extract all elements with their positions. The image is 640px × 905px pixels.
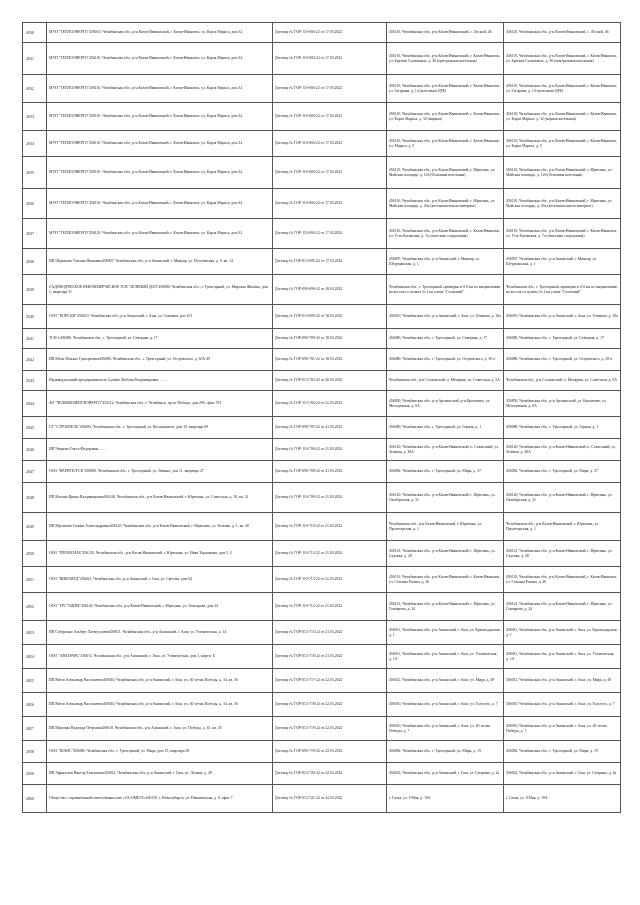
table-cell-number: 2033 xyxy=(23,103,47,131)
table-cell-organization: МУП "ТЕПЛОЭНЕРГО"456110, Челябинская обл., р-н Катав-Ивановский, г. Катав-Ивановск, ул. Карла Маркса, дом 32 xyxy=(47,131,273,157)
table-cell-organization: ООО "АВАТРАНС"456011, Челябинская обл., р-н Ашинский, г. Аша, ул. Ученическая, дом 1, корпус Б xyxy=(47,645,273,669)
table-cell-organization: ООО "ШАНС"456080, Челябинская обл., г. Трехгорный, ул. Мира, дом 15, квартира 39 xyxy=(47,741,273,763)
table-cell-contract: Договор № ГОР-013-695-22 от 17.03.2022 xyxy=(273,249,387,275)
table-cell-number: 2057 xyxy=(23,717,47,741)
table-cell-address-connection: г. Сатка, ул. 9 Мая, д. 10А xyxy=(504,785,621,813)
table-cell-number: 2039 xyxy=(23,275,47,305)
table-cell-address-object: 456080, Челябинская обл., г. Трехгорный, ул. Горная, д. 1 xyxy=(387,417,504,439)
table-cell-number: 2035 xyxy=(23,157,47,189)
table-row xyxy=(23,669,621,693)
table-row xyxy=(23,621,621,645)
table-cell-organization: ООО "ВАРИТЕЛ-СК"456080, Челябинская обл., г. Трехгорный, ул. Ленина, дом 11, квартира 47 xyxy=(47,461,273,483)
table-cell-address-object: 456007, Челябинская обл., р-н Ашинский, г. Миньяр, ул. Штурманская, д. 1 xyxy=(387,249,504,275)
table-cell-address-object: 456080, Челябинская обл., г. Трехгорный, ул. Островского, д. 50-а xyxy=(387,349,504,371)
table-cell-organization: МУП "ТЕПЛОЭНЕРГО"456110, Челябинская обл., р-н Катав-Ивановский, г. Катав-Ивановск, ул. Карла Маркса, дом 32 xyxy=(47,219,273,249)
table-cell-address-connection: 456010, Челябинская обл., р-н Ашинский, г. Аша, ул. Озимова, д. 10а xyxy=(504,305,621,329)
table-cell-address-object: 456080, Челябинская обл., г. Трехгорный, ул. Северная, д. 17 xyxy=(387,329,504,349)
table-cell-address-object: 456120, Челябинская обл., р-н Катав-Ивановский, п. Совхозный, ул. Зелёная, д. 36А xyxy=(387,439,504,461)
table-cell-address-connection: 456011, Челябинская обл., р-н Ашинский, г. Аша, ул. Ученическая, д. 1А xyxy=(504,645,621,669)
table-row xyxy=(23,23,621,43)
table-row xyxy=(23,483,621,513)
table-cell-address-connection: 456022, Челябинская обл., р-н Ашинский, г. Сим, ул. Гагарина, д. 2а xyxy=(504,763,621,785)
table-cell-number: 2052 xyxy=(23,593,47,621)
table-cell-address-connection: 456850, Челябинская обл., р-н Аргаяшский, ул. Кропачево, ул. Молодежная, д. 6А xyxy=(504,391,621,417)
table-cell-contract: Договор № ГОР-013-715-22 от 21.03.2022 xyxy=(273,621,387,645)
table-cell-address-object: Челябинская обл., р-н Катав-Ивановский, г. Юрюзань, ул. Пролетарская, д. 1 xyxy=(387,513,504,541)
table-cell-number: 2041 xyxy=(23,329,47,349)
table-cell-number: 2060 xyxy=(23,785,47,813)
table-cell-address-connection: 456080, Челябинская обл., г. Трехгорный, ул. Северная, д. 17 xyxy=(504,329,621,349)
table-cell-number: 2037 xyxy=(23,219,47,249)
table-cell-organization: ИП Мехи Михаил Григорьевич456080, Челябинская обл., г. Трехгорный, ул. Островского, д. 65А 49 xyxy=(47,349,273,371)
table-cell-number: 2045 xyxy=(23,417,47,439)
table-cell-number: 2051 xyxy=(23,567,47,593)
table-cell-number: 2055 xyxy=(23,669,47,693)
table-row xyxy=(23,103,621,131)
table-cell-address-connection: 456110, Челябинская обл., р-н Катав-Ивановский, с. Лесной, 46 xyxy=(504,23,621,43)
table-cell-contract: Договор № ГОР-090-708-22 от 21.03.2022 xyxy=(273,461,387,483)
table-cell-contract: Договор № ГОР-110-694-22 от 17.03.2022 xyxy=(273,131,387,157)
table-cell-organization: ИП Рябов Александр Васильевич456010, Челябинская обл., р-н Ашинский, г. Аша, ул. 40-летия Победы, д. 34, кв. 56 xyxy=(47,669,273,693)
table-cell-address-object: 456121, Челябинская обл., р-н Катав-Ивановский, г. Юрюзань, ул. Садовая, д. 28 xyxy=(387,541,504,567)
table-cell-number: 2049 xyxy=(23,513,47,541)
table-cell-address-connection: Челябинская обл., р-н Катав-Ивановский, г. Юрюзань, ул. Пролетарская, д. 1 xyxy=(504,513,621,541)
table-cell-organization: САДОВОДЧЕСКОЕ НЕКОММЕРЧЕСКОЕ ТСН "ЗЕЛЕНЫЙ ДОЛ"456080, Челябинская обл., г. Трехгорный, ул. Мирская Жилина, дом 1, квартира 31 xyxy=(47,275,273,305)
table-cell-address-connection: 456011, Челябинская обл., р-н Ашинский, г. Аша, ул. Краснодарская, д. 1 xyxy=(504,621,621,645)
table-cell-organization: МУП "ТЕПЛОЭНЕРГО"456110, Челябинская обл., р-н Катав-Ивановский, г. Катав-Ивановск, ул. Карла Маркса, дом 32 xyxy=(47,189,273,219)
table-row xyxy=(23,305,621,329)
table-cell-address-object: 456012, Челябинская обл., р-н Ашинский, г. Аша, ул. Мира, д. 49 xyxy=(387,669,504,693)
table-cell-organization: Индивидуальный предприниматель Сычёва Любовь Владимировна......... xyxy=(47,371,273,391)
table-cell-contract: Договор № ГОР-113-704-22 от 21.03.2022 xyxy=(273,391,387,417)
table-cell-address-object: 456110, Челябинская обл., р-н Катав-Ивановский, г. Катав-Ивановск, ул. Усть-Катавская, д. 7а (очистные сооружения) xyxy=(387,219,504,249)
table-cell-organization: ИП Сабуренко Альберт Хатмуллович456011, Челябинская обл., р-н Ашинский, г. Аша, ул. Ученическая, д. 14 xyxy=(47,621,273,645)
table-cell-address-object: 456850, Челябинская обл., р-н Аргаяшский, р-н Кропачево, ул. Молодежная, д. 6А xyxy=(387,391,504,417)
table-cell-contract: Договор № ГОР-090-705-22 от 21.03.2022 xyxy=(273,417,387,439)
table-cell-organization: ИП Юрганова Галина Александровна456120, Челябинская обл., р-н Катав-Ивановский, г. Юрюзань, ул. Зелёная, д. 1, кв. 40 xyxy=(47,513,273,541)
table-row xyxy=(23,741,621,763)
table-cell-address-object: 456010, Челябинская обл., р-н Ашинский, г. Аша, ул. 40-летия Победы, д. 7 xyxy=(387,717,504,741)
table-cell-number: 2054 xyxy=(23,645,47,669)
table-cell-number: 2031 xyxy=(23,43,47,75)
table-cell-address-object: 456010, Челябинская обл., р-н Ашинский, г. Аша, ул. Озимова, д. 10а xyxy=(387,305,504,329)
table-cell-contract: Договор № ГОР-110-694-22 от 17.03.2022 xyxy=(273,43,387,75)
table-cell-contract: Договор № ГОР-110-714-22 от 21.03.2022 xyxy=(273,593,387,621)
table-row xyxy=(23,763,621,785)
register-body xyxy=(23,23,621,813)
table-cell-address-object: 456110, Челябинская обл., р-н Катав-Ивановский, г. Юрюзань, ул. Майская площадь, д. 126 (Основная котельная) xyxy=(387,157,504,189)
table-cell-address-connection: 456110, Челябинская обл., р-н Катав-Ивановский, г. Катав-Ивановск, ул. Усть-Катавская, д. 7а (очистные сооружения) xyxy=(504,219,621,249)
table-cell-address-object: 456120, Челябинская обл., р-н Катав-Ивановский, г. Юрюзань, ул. Октябрьская, д. 31 xyxy=(387,483,504,513)
contracts-register-table xyxy=(22,22,621,813)
table-row xyxy=(23,439,621,461)
table-cell-address-object: 456082, Челябинская обл., г. Трехгорный, ул. Мира, д. 37 xyxy=(387,461,504,483)
table-cell-number: 2030 xyxy=(23,23,47,43)
table-cell-address-object: 456121, Челябинская обл., р-н Катав-Ивановский, г. Юрюзань, ул. Гончарова, д. 24 xyxy=(387,593,504,621)
table-cell-address-object: г. Сатка, ул. 9 Мая, д. 10А xyxy=(387,785,504,813)
table-row xyxy=(23,189,621,219)
table-cell-address-connection: 456012, Челябинская обл., р-н Ашинский, г. Аша, ул. Мира, д. 49 xyxy=(504,669,621,693)
table-cell-number: 2048 xyxy=(23,483,47,513)
table-cell-contract: Договор № ГОР-110-712-22 от 21.03.2022 xyxy=(273,541,387,567)
table-cell-organization: ИП Юрковая Надежда Петровна456010, Челябинская обл., р-н Ашинский, г. Аша, ул. Победы, д. 35, кв. 35 xyxy=(47,717,273,741)
table-cell-address-object: 456011, Челябинская обл., р-н Ашинский, г. Аша, ул. Краснодарская, д. 1 xyxy=(387,621,504,645)
table-cell-number: 2046 xyxy=(23,439,47,461)
table-cell-contract: Договор № ГОР-110-694-22 от 17.03.2022 xyxy=(273,189,387,219)
table-cell-address-connection: 456110, Челябинская обл., р-н Катав-Ивановский, г. Юрюзань, ул. Майская площадь, д. 2бк (котельная школа-интернат) xyxy=(504,189,621,219)
table-cell-contract: Договор № ГОР-090-700-22 от 18.03.2022 xyxy=(273,329,387,349)
table-cell-address-connection: Челябинская обл., р-н Сосновский, п. Мещеряк, ул. Советская, д. 5А xyxy=(504,371,621,391)
table-cell-organization: МУП "ТЕПЛОЭНЕРГО"456110, Челябинская обл., р-н Катав-Ивановский, г. Катав-Ивановск, ул. Карла Маркса, дом 32 xyxy=(47,157,273,189)
table-cell-organization: ИП Чернова Ольга Фёдоровна....... xyxy=(47,439,273,461)
table-cell-contract: Договор № ГОР-110-713-22 от 21.03.2022 xyxy=(273,567,387,593)
table-row xyxy=(23,541,621,567)
table-cell-number: 2059 xyxy=(23,763,47,785)
table-cell-address-object: 456110, Челябинская обл., р-н Катав-Ивановский, г. Юрюзань, ул. Майская площадь, д. 2бк (котельная школа-интернат) xyxy=(387,189,504,219)
table-cell-address-connection: Челябинская обл., г. Трехгорный, примерно в 0,8 км по направлению на восток от пункта № 2 на улице "Сосновый" xyxy=(504,275,621,305)
table-cell-contract: Договор № ГОР-110-694-22 от 17.03.2022 xyxy=(273,219,387,249)
table-cell-address-connection: 456110, Челябинская обл., р-н Катав-Ивановский, г. Катав-Ивановск, ул. Братьев Сулимовых, д. 36 (центральная котельная) xyxy=(504,43,621,75)
table-cell-number: 2044 xyxy=(23,391,47,417)
table-row xyxy=(23,417,621,439)
table-cell-address-object: 456011, Челябинская обл., р-н Ашинский, г. Аша, ул. Ученическая, д. 1А xyxy=(387,645,504,669)
table-row xyxy=(23,329,621,349)
table-cell-number: 2040 xyxy=(23,305,47,329)
table-cell-address-object: 456110, Челябинская обл., р-н Катав-Ивановский, г. Катав-Ивановск, ул. Маркса, д. 5 xyxy=(387,131,504,157)
table-cell-contract: Договор № ГОР-090-696-22 от 18.03.2022 xyxy=(273,275,387,305)
table-cell-organization: МУП "ТЕПЛОЭНЕРГО"456110, Челябинская обл., р-н Катав-Ивановский, г. Катав-Ивановск, ул. Карла Маркса, дом 32 xyxy=(47,75,273,103)
table-cell-address-connection: 456121, Челябинская обл., р-н Катав-Ивановский, г. Юрюзань, ул. Гончарова, д. 24 xyxy=(504,593,621,621)
table-cell-contract: Договор № ГОР-013-721-22 от 22.03.2022 xyxy=(273,785,387,813)
table-row xyxy=(23,75,621,103)
table-cell-number: 2042 xyxy=(23,349,47,371)
table-cell-address-object: 456022, Челябинская обл., р-н Ашинский, г. Сим, ул. Гагарина, д. 2а xyxy=(387,763,504,785)
table-cell-contract: Договор № ГОР-013-703-22 от 20.03.2022 xyxy=(273,371,387,391)
table-cell-contract: Договор № ГОР-013-716-22 от 21.03.2022 xyxy=(273,645,387,669)
table-cell-contract: Договор № ГОР-013-718-22 от 22.03.2022 xyxy=(273,693,387,717)
table-cell-contract: Договор № ГОР-013-717-22 от 22.03.2022 xyxy=(273,669,387,693)
table-cell-address-connection: 456010, Челябинская обл., р-н Ашинский, г. Аша, ул. Толстого, д. 7 xyxy=(504,693,621,717)
table-cell-organization: ИП Шарапова Татьяна Ивановна456007, Челябинская обл., р-н Ашинский, г. Миньяр, ул. Пугачевская, д. 9, кв. 14 xyxy=(47,249,273,275)
table-cell-number: 2050 xyxy=(23,541,47,567)
table-cell-address-connection: 456080, Челябинская обл., г. Трехгорный, ул. Островского, д. 50-а xyxy=(504,349,621,371)
table-row xyxy=(23,567,621,593)
table-cell-address-object: 456110, Челябинская обл., р-н Катав-Ивановский, г. Катав-Ивановск, ул. Гагарина, д. 14 (котельная ЦРБ) xyxy=(387,75,504,103)
table-cell-address-object: 456082, Челябинская обл., г. Трехгорный, ул. Мира, д. 19 xyxy=(387,741,504,763)
table-cell-address-object: Челябинская обл., р-н Сосновский, п. Мещеряк, ул. Советская, д. 5А xyxy=(387,371,504,391)
table-cell-organization: ИП Афанасьев Виктор Тихонович456021, Челябинская обл., р-н Ашинский, г. Сим, ул. Лучина, д. 49 xyxy=(47,763,273,785)
table-cell-address-object: 456010, Челябинская обл., р-н Ашинский, г. Аша, ул. Толстого, д. 7 xyxy=(387,693,504,717)
table-cell-contract: Договор № ГОР-110-709-22 от 21.03.2022 xyxy=(273,483,387,513)
table-cell-contract: Договор № ГОР-110-694-22 от 17.03.2022 xyxy=(273,157,387,189)
table-cell-contract: Договор № ГОР-110-694-22 от 17.03.2022 xyxy=(273,75,387,103)
table-cell-address-object: Челябинская обл., г. Трехгорный, примерно в 0,8 км по направлению на восток от пункта № 2 на улице "Сосновый" xyxy=(387,275,504,305)
table-cell-number: 2047 xyxy=(23,461,47,483)
table-cell-address-connection: 456080, Челябинская обл., г. Трехгорный, ул. Горная, д. 1 xyxy=(504,417,621,439)
table-row xyxy=(23,693,621,717)
table-row xyxy=(23,461,621,483)
table-row xyxy=(23,785,621,813)
table-cell-organization: ООО "ПРОМСНАБ"456120, Челябинская обл., р-н Катав-Ивановский, г. Юрюзань, ул. Иван Торжинова, дом 5, 3 xyxy=(47,541,273,567)
table-row xyxy=(23,513,621,541)
table-row xyxy=(23,391,621,417)
table-cell-address-connection: 456110, Челябинская обл., р-н Катав-Ивановский, г. Катав-Ивановск, ул. Степана Разина, д. 20 xyxy=(504,567,621,593)
table-cell-number: 2043 xyxy=(23,371,47,391)
table-row xyxy=(23,249,621,275)
table-cell-address-object: 456110, Челябинская обл., р-н Катав-Ивановский, г. Катав-Ивановск, ул. Братьев Сулимовых, д. 36 (центральная котельная) xyxy=(387,43,504,75)
table-row xyxy=(23,131,621,157)
table-cell-contract: Договор № ГОР-013-720-22 от 22.03.2022 xyxy=(273,763,387,785)
table-cell-organization: ООО "ГРС"ОДИМ"456120, Челябинская обл., р-н Катав-Ивановский, г. Юрюзань, ул. Гончарова, дом 24 xyxy=(47,593,273,621)
table-cell-number: 2036 xyxy=(23,189,47,219)
table-cell-contract: Договор № ГОР-090-719-22 от 22.03.2022 xyxy=(273,741,387,763)
table-cell-organization: ТСН-1456080, Челябинская обл., г. Трехгорный, ул. Северная, д. 17 xyxy=(47,329,273,349)
table-cell-organization: МУП "ТЕПЛОЭНЕРГО"456110, Челябинская обл., р-н Катав-Ивановский, г. Катав-Ивановск, ул. Карла Маркса, дом 32 xyxy=(47,103,273,131)
table-cell-organization: Общество с ограниченной ответственностью «СБ-ОМЕГА»630129, г. Новосибирск, ул. Никитинская, д. 8, офис 7 xyxy=(47,785,273,813)
table-cell-organization: ИП Рябов Александр Васильевич456010, Челябинская обл., р-н Ашинский, г. Аша, ул. 40-летия Победы, д. 34, кв. 56 xyxy=(47,693,273,717)
table-cell-address-object: 456110, Челябинская обл., р-н Катав-Ивановский, г. Катав-Ивановск, ул. Карла Маркса, д. 32 (мирная) xyxy=(387,103,504,131)
table-cell-address-connection: 456010, Челябинская обл., р-н Ашинский, г. Аша, ул. 40-летия Победы, д. 7 xyxy=(504,717,621,741)
table-cell-address-connection: 456120, Челябинская обл., р-н Катав-Ивановский, г. Юрюзань, ул. Октябрьская, д. 31 xyxy=(504,483,621,513)
table-cell-contract: Договор № ГОР-013-699-22 от 18.03.2022 xyxy=(273,305,387,329)
table-row xyxy=(23,43,621,75)
table-cell-organization: МУП "ТЕПЛОЭНЕРГО"456010, Челябинская обл., р-н Катав-Ивановский, г. Катав-Ивановск, ул. Карла Маркса, дом 32 xyxy=(47,23,273,43)
table-cell-contract: Договор № ГОР-110-706-22 от 21.03.2022 xyxy=(273,439,387,461)
table-cell-contract: Договор № ГОР-013-719-22 от 22.03.2022 xyxy=(273,717,387,741)
table-cell-number: 2058 xyxy=(23,741,47,763)
table-cell-organization: АО "ЧЕЛЯБКОММУНЭНЕРГО"454112, Челябинская обл., г. Челябинск, пр-кт Победы, дом 290, офис 701 xyxy=(47,391,273,417)
table-row xyxy=(23,371,621,391)
table-cell-address-connection: 456110, Челябинская обл., р-н Катав-Ивановский, г. Юрюзань, ул. Майская площадь, д. 126 (Основная котельная) xyxy=(504,157,621,189)
table-cell-address-connection: 456110, Челябинская обл., р-н Катав-Ивановский, г. Катав-Ивановск, ул. Карла Маркса, д. 32 (мирная котельная) xyxy=(504,103,621,131)
table-cell-address-connection: 456121, Челябинская обл., р-н Катав-Ивановский, г. Юрюзань, ул. Садовая, д. 28 xyxy=(504,541,621,567)
table-row xyxy=(23,349,621,371)
table-cell-number: 2053 xyxy=(23,621,47,645)
table-cell-organization: ИП Ильина Ирина Владимировна456120, Челябинская обл., р-н Катав-Ивановский, г. Юрюзань, ул. Советская, д. 50, кв. 31 xyxy=(47,483,273,513)
table-row xyxy=(23,157,621,189)
table-cell-address-object: 456110, Челябинская обл., р-н Катав-Ивановский, г. Катав-Ивановск, ул. Степана Разина, д. 20 xyxy=(387,567,504,593)
table-cell-organization: ООО "ВИКОМЕД"456021, Челябинская обл., р-н Ашинский, г. Сим, ул. Светлая, дом 64 xyxy=(47,567,273,593)
table-cell-number: 2038 xyxy=(23,249,47,275)
table-cell-organization: МУП "ТЕПЛОЭНЕРГО"456110, Челябинская обл., р-н Катав-Ивановский, г. Катав-Ивановск, ул. Карла Маркса, дом 32 xyxy=(47,43,273,75)
table-cell-address-connection: 456110, Челябинская обл., р-н Катав-Ивановский, г. Катав-Ивановск, ул. Гагарина, д. 14 (котельная ЦРБ) xyxy=(504,75,621,103)
table-row xyxy=(23,593,621,621)
table-cell-contract: Договор № ГОР-090-701-22 от 18.03.2022 xyxy=(273,349,387,371)
table-cell-address-object: 456110, Челябинская обл., р-н Катав-Ивановский, с. Лесной, 46 xyxy=(387,23,504,43)
table-cell-organization: СТ "СТРОИТЕЛЬ"456082, Челябинская обл., г. Трехгорный, ул. Космонавтов, дом 10, квартира 69 xyxy=(47,417,273,439)
table-cell-address-connection: 456082, Челябинская обл., г. Трехгорный, ул. Мира, д. 19 xyxy=(504,741,621,763)
table-cell-number: 2032 xyxy=(23,75,47,103)
table-cell-contract: Договор № ГОР-110-694-22 от 17.03.2022 xyxy=(273,103,387,131)
table-row xyxy=(23,219,621,249)
table-cell-number: 2056 xyxy=(23,693,47,717)
table-cell-contract: Договор № ГОР-110-694-22 от 17.03.2022 xyxy=(273,23,387,43)
table-cell-address-connection: 456110, Челябинская обл., р-н Катав-Ивановский, г. Катав-Ивановск, ул. Карла Маркса, д. 5 xyxy=(504,131,621,157)
table-row xyxy=(23,645,621,669)
table-cell-contract: Договор № ГОР-110-710-22 от 21.03.2022 xyxy=(273,513,387,541)
table-row xyxy=(23,717,621,741)
table-cell-address-connection: 456007, Челябинская обл., р-н Ашинский, г. Миньяр, ул. Штурманская, д. 1 xyxy=(504,249,621,275)
table-cell-organization: ООО "КОРСАМ"456010, Челябинская обл., р-н Ашинский, г. Аша, ул. Савинки, дом 101 xyxy=(47,305,273,329)
table-cell-address-connection: 456120, Челябинская обл., р-н Катав-Ивановский, п. Совхозный, ул. Зелёная, д. 36А xyxy=(504,439,621,461)
table-row xyxy=(23,275,621,305)
table-cell-address-connection: 456082, Челябинская обл., г. Трехгорный, ул. Мира, д. 37 xyxy=(504,461,621,483)
table-cell-number: 2034 xyxy=(23,131,47,157)
